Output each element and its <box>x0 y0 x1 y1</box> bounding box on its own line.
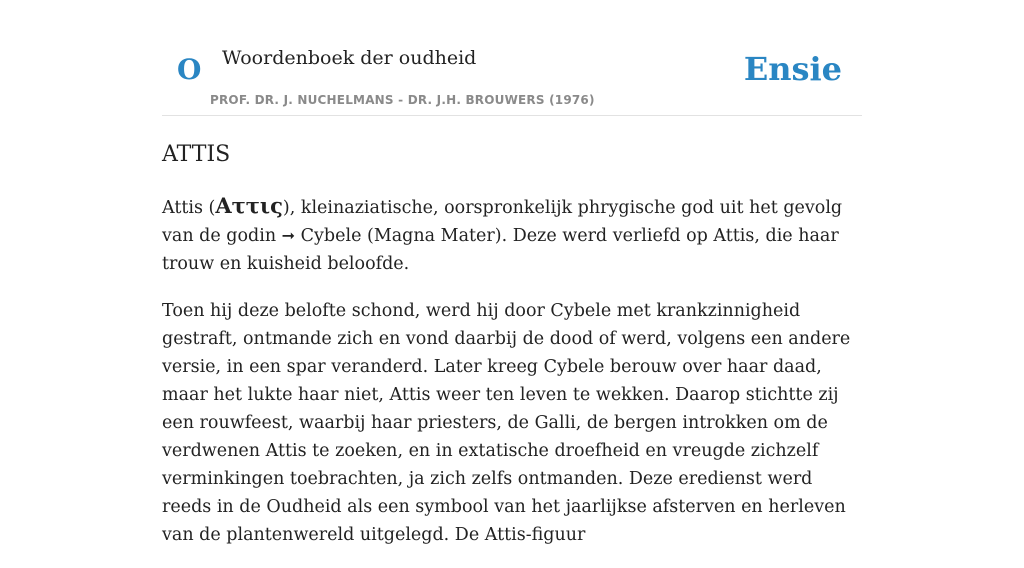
source-authors: PROF. DR. J. NUCHELMANS - DR. J.H. BROUWERS (1976) <box>210 93 595 107</box>
source-header <box>162 0 862 116</box>
paragraph-text: ), kleinaziatische, oorspronkelijk phrygische god uit het gevolg van de godin <box>162 198 843 246</box>
paragraph-text: (Magna Mater). Deze werd verliefd op Attis, die haar trouw en kuisheid beloofde. <box>162 226 839 274</box>
source-title-link[interactable]: Woordenboek der oudheid <box>222 47 477 69</box>
cross-reference-label: Cybele <box>300 226 362 246</box>
cross-reference-link-cybele[interactable] <box>282 226 362 246</box>
entry-paragraph <box>162 192 862 278</box>
source-letter-badge: O <box>177 53 202 86</box>
ensie-logo-link[interactable]: Ensie <box>743 50 842 88</box>
greek-term: Αττις <box>215 193 283 218</box>
entry-paragraph: Toen hij deze belofte schond, werd hij door Cybele met krankzinnigheid gestraft, ontmande zich en vond daarbij de dood of werd, volgens een andere versie, in een spar veranderd. Later kreeg Cybele berouw over haar daad, maar het lukte haar niet, Attis weer ten leven te wekken. Daarop stichtte zij een rouwfeest, waarbij haar priesters, de Galli, de bergen introkken om de verdwenen Attis te zoeken, en in extatische droefheid en vreugde zichzelf verminkingen toebrachten, ja zich zelfs ontmanden. Deze eredienst werd reeds in de Oudheid als een symbool van het jaarlijkse afsterven en herleven van de plantenwereld uitgelegd. De Attis-figuur <box>162 301 851 545</box>
arrow-right-icon: ➞ <box>281 226 296 245</box>
paragraph-text: Attis ( <box>162 198 216 218</box>
page-content <box>162 0 862 545</box>
entry-title: ATTIS <box>162 142 231 167</box>
